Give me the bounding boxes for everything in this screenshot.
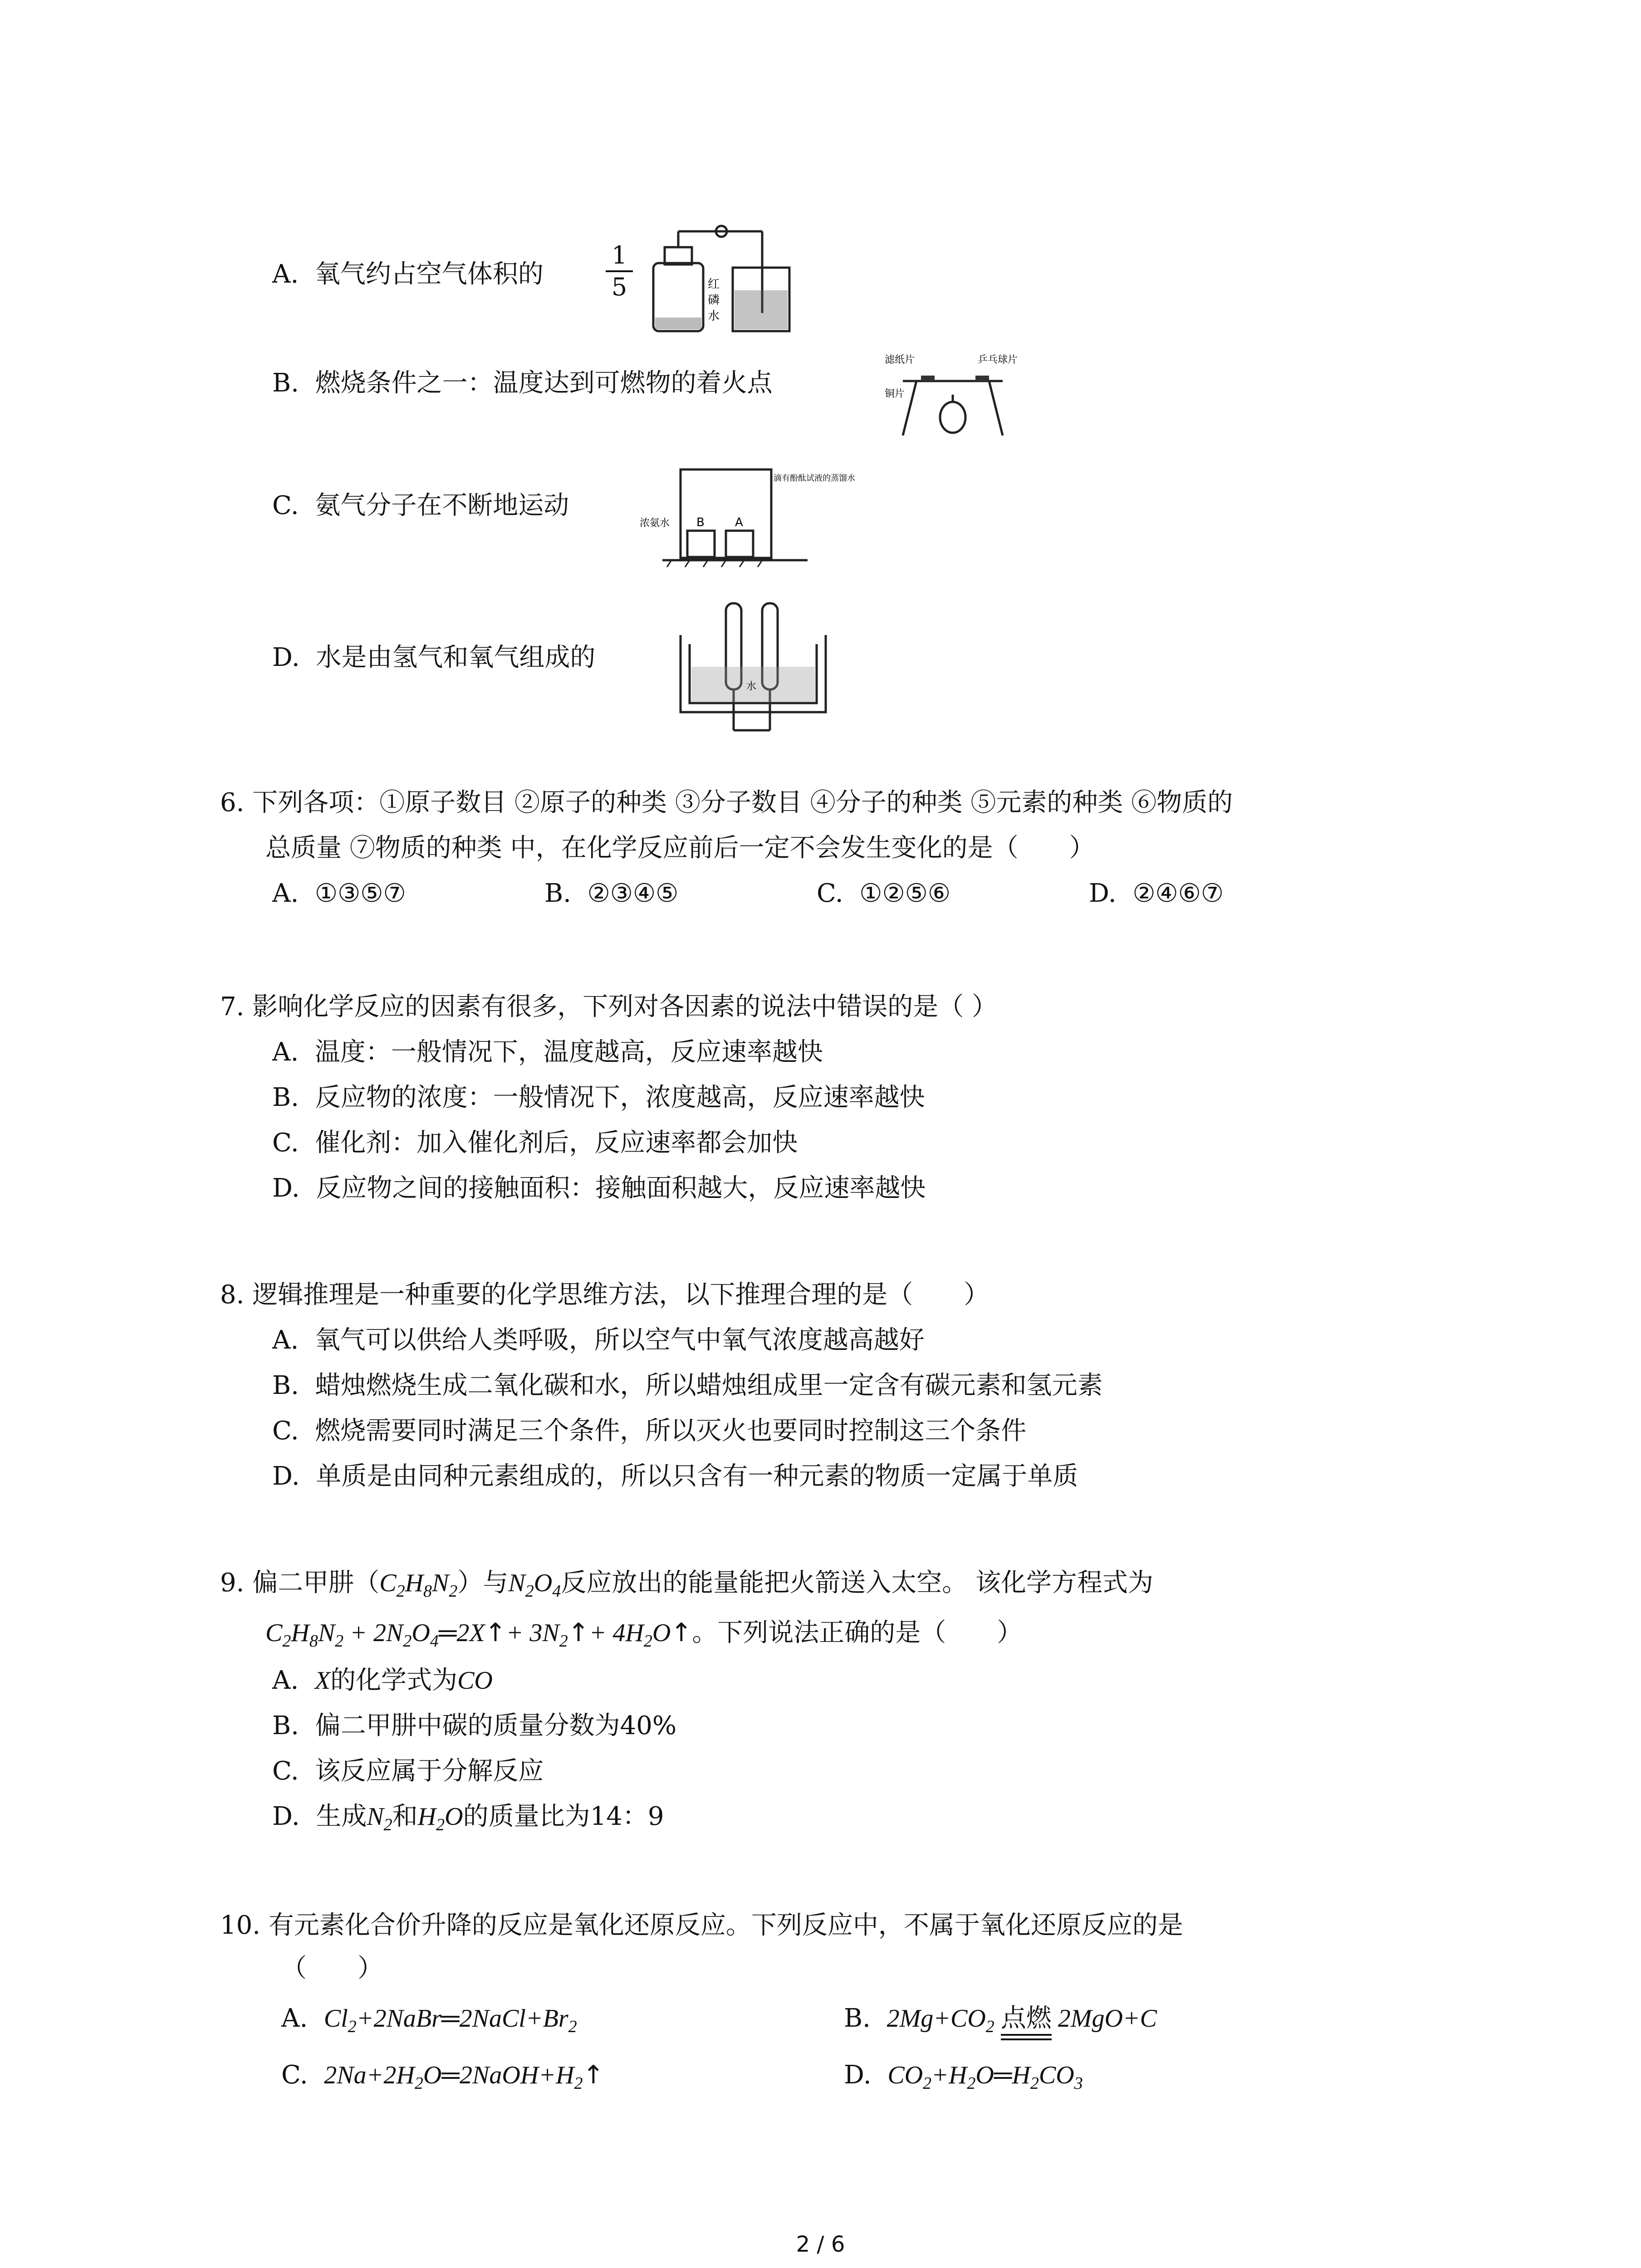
q8-stem: 8. 逻辑推理是一种重要的化学思维方法，以下推理合理的是（ ） <box>220 1280 989 1310</box>
q5-option-c <box>272 483 569 528</box>
q7-option-c <box>272 1120 798 1166</box>
q8-option-b <box>272 1363 1103 1408</box>
q5-option-b <box>272 361 773 406</box>
figure-label: B <box>696 516 705 529</box>
figure-copper-plate <box>885 349 1021 440</box>
q6-option-a <box>272 871 406 916</box>
option-label: A. <box>272 1666 299 1695</box>
option-text: ①②⑤⑥ <box>859 879 951 908</box>
option-label: C. <box>272 1416 299 1446</box>
option-label: A. <box>272 1325 299 1355</box>
page-number: 2 / 6 <box>796 2232 845 2257</box>
q6-option-d <box>1089 871 1224 916</box>
option-text: 偏二甲肼中碳的质量分数为40% <box>315 1711 677 1740</box>
q10-option-d <box>844 2053 1083 2106</box>
formula-n2: $N_2$ <box>367 1803 392 1834</box>
q9-option-a <box>272 1658 493 1703</box>
fraction-denominator: 5 <box>611 273 627 301</box>
option-label: C. <box>272 491 299 520</box>
option-label: A. <box>272 1037 299 1067</box>
q8-option-d <box>272 1454 1078 1499</box>
figure-label: 红 <box>708 278 720 291</box>
option-text: ②③④⑤ <box>587 879 679 908</box>
q9-option-d <box>272 1794 664 1848</box>
option-text: 水是由氢气和氧气组成的 <box>316 643 596 672</box>
option-text: ①③⑤⑦ <box>314 879 406 908</box>
formula-h2o: $H_2O$ <box>417 1803 463 1834</box>
option-label: A. <box>272 879 299 908</box>
option-label: D. <box>844 2060 872 2090</box>
figure-label: 水 <box>708 309 720 323</box>
figure-label: 浓氨水 <box>640 518 670 529</box>
option-label: A. <box>272 259 299 289</box>
q9-equation-line <box>265 1610 1022 1664</box>
figure-label: 水 <box>746 681 757 692</box>
q5-option-d <box>272 635 595 680</box>
q8-option-c <box>272 1408 1026 1454</box>
option-text: 的化学式为 <box>330 1666 458 1695</box>
option-text: 反应物的浓度：一般情况下，浓度越高，反应速率越快 <box>315 1083 925 1112</box>
option-label: B. <box>272 368 299 398</box>
option-text: 该反应属于分解反应 <box>315 1756 544 1786</box>
option-text: 和 <box>392 1802 418 1831</box>
option-label: A. <box>281 2004 308 2033</box>
figure-water-electrolysis <box>671 594 835 744</box>
q6-option-b <box>544 871 678 916</box>
q6-option-c <box>817 871 950 916</box>
option-label: B. <box>272 1083 299 1112</box>
q8-option-a <box>272 1318 925 1363</box>
equation: 2MgO+C <box>1051 2004 1157 2033</box>
option-label: B. <box>844 2004 871 2033</box>
option-label: C. <box>817 879 843 908</box>
option-text: 蜡烛燃烧生成二氧化碳和水，所以蜡烛组成里一定含有碳元素和氢元素 <box>315 1371 1103 1400</box>
option-text: 反应物之间的接触面积：接触面积越大，反应速率越快 <box>316 1173 926 1203</box>
equation: $2Na+2H_2O═2NaOH+H_2↑$ <box>324 2060 604 2093</box>
q7-option-b <box>272 1075 925 1120</box>
option-label: D. <box>272 1173 300 1203</box>
q7-stem: 7. 影响化学反应的因素有很多，下列对各因素的说法中错误的是（ ） <box>220 992 998 1022</box>
option-text: 氧气可以供给人类呼吸，所以空气中氧气浓度越高越好 <box>314 1325 925 1355</box>
formula-c2h8n2: $C_2H_8N_2$ <box>379 1569 458 1601</box>
q7-option-a <box>272 1030 823 1075</box>
q9-option-c <box>272 1749 544 1794</box>
reaction-condition <box>1001 1996 1052 2041</box>
option-label: C. <box>272 1128 299 1158</box>
q10-option-b <box>844 1996 1157 2049</box>
option-text: 生成 <box>316 1802 367 1831</box>
equation: $CO_2+H_2O═H_2CO_3$ <box>887 2061 1083 2093</box>
q6-stem-line2: 总质量 ⑦物质的种类 中，在化学反应前后一定不会发生变化的是（ ） <box>265 833 1095 863</box>
equation: $2Mg+CO_2$ <box>887 2004 994 2036</box>
figure-label: A <box>735 516 743 529</box>
equation: $Cl_2+2NaBr═2NaCl+Br_2$ <box>323 2004 577 2036</box>
option-label: D. <box>1089 879 1117 908</box>
option-text: 催化剂：加入催化剂后，反应速率都会加快 <box>315 1128 798 1158</box>
q9-text: ）与 <box>457 1568 509 1598</box>
option-label: C. <box>281 2060 308 2090</box>
figure-label: 滴有酚酞试液的蒸馏水 <box>774 474 855 483</box>
formula-co: CO <box>457 1667 493 1695</box>
figure-label: 乒乓球片 <box>978 354 1018 366</box>
option-text: 温度：一般情况下，温度越高，反应速率越快 <box>314 1037 823 1067</box>
q10-paren: （ ） <box>281 1954 383 1983</box>
q10-option-a <box>281 1996 577 2049</box>
q9-stem-line1 <box>220 1560 1153 1614</box>
option-label: B. <box>272 1371 299 1400</box>
figure-label: 滤纸片 <box>885 354 915 366</box>
option-text: 的质量比为14：9 <box>463 1802 664 1831</box>
option-text: 氧气约占空气体积的 <box>314 259 544 289</box>
option-label: C. <box>272 1756 299 1786</box>
formula-n2o4: $N_2O_4$ <box>508 1569 561 1601</box>
option-text: 燃烧条件之一：温度达到可燃物的着火点 <box>315 368 773 398</box>
q9-text: 。下列说法正确的是（ ） <box>692 1618 1023 1647</box>
fraction-numerator: 1 <box>606 240 633 272</box>
option-text: 燃烧需要同时满足三个条件，所以灭火也要同时控制这三个条件 <box>315 1416 1027 1446</box>
option-text: 氨气分子在不断地运动 <box>315 491 569 520</box>
option-label: B. <box>272 1711 299 1740</box>
q10-stem: 10. 有元素化合价升降的反应是氧化还原反应。下列反应中，不属于氧化还原反应的是 <box>220 1911 1183 1940</box>
fraction-one-fifth <box>606 240 633 302</box>
equation: $C_2H_8N_2$ + $2N_2O_4═2X↑+$ $3N_2↑+$ $4H_2O↑$ <box>265 1618 692 1651</box>
q5-option-a <box>272 252 544 297</box>
q6-stem-line1: 6. 下列各项：①原子数目 ②原子的种类 ③分子数目 ④分子的种类 ⑤元素的种类 ⑥物质的 <box>220 788 1233 817</box>
figure-phosphorus-apparatus <box>644 222 798 340</box>
option-label: D. <box>272 1802 300 1831</box>
symbol-x: X <box>314 1667 331 1695</box>
figure-label: 铜片 <box>885 388 905 400</box>
figure-ammonia-diffusion <box>635 463 855 576</box>
q7-option-d <box>272 1166 926 1211</box>
q9-text: 反应放出的能量能把火箭送入太空。 该化学方程式为 <box>561 1568 1154 1598</box>
q10-option-c <box>281 2053 604 2106</box>
option-text: ②④⑥⑦ <box>1132 879 1224 908</box>
option-text: 单质是由同种元素组成的，所以只含有一种元素的物质一定属于单质 <box>316 1461 1078 1491</box>
q9-number: 9. 偏二甲肼（ <box>220 1568 380 1598</box>
option-label: B. <box>544 879 571 908</box>
q9-option-b <box>272 1703 676 1749</box>
condition-text: 点燃 <box>1000 2004 1052 2033</box>
figure-label: 磷 <box>708 293 720 307</box>
option-label: D. <box>272 643 300 672</box>
option-label: D. <box>272 1461 300 1491</box>
